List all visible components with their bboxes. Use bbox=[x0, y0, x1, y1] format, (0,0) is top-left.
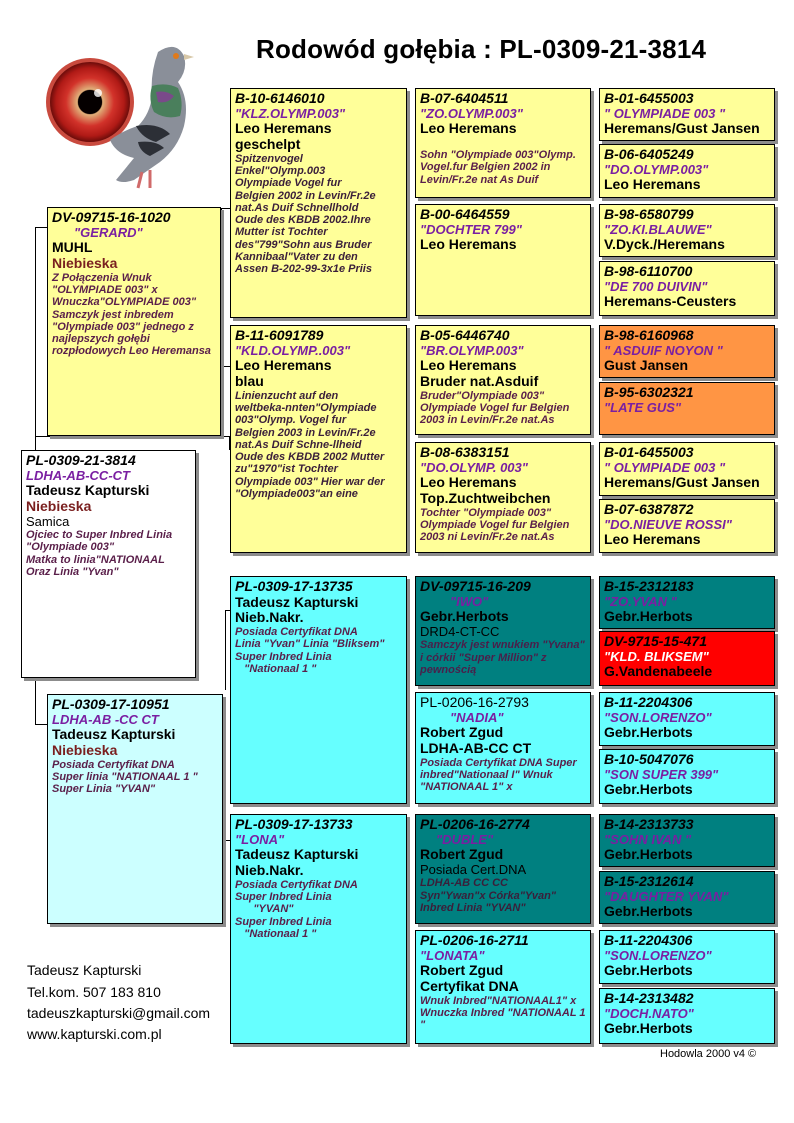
ring-number: PL-0309-17-10951 bbox=[52, 696, 170, 712]
pigeon-name: "BR.OLYMP.003" bbox=[420, 342, 524, 358]
pigeon-name: "DAUGHTER YVAN" bbox=[604, 888, 729, 904]
page-title: Rodowód gołębia : PL-0309-21-3814 bbox=[256, 34, 707, 64]
color: Niebieska bbox=[52, 254, 118, 271]
pigeon-name: "LONA" bbox=[235, 831, 285, 847]
ring-number: B-06-6405249 bbox=[604, 146, 694, 162]
note-line: Posiada Certyfikat DNA bbox=[52, 758, 175, 771]
great-grandparent-card bbox=[415, 204, 591, 316]
breeder: Leo Heremans bbox=[420, 236, 517, 253]
note-line: "Nationaal 1 " bbox=[235, 662, 317, 675]
breeder: Tadeusz Kapturski bbox=[235, 846, 359, 863]
grandparent-card bbox=[230, 88, 407, 318]
connector-line bbox=[221, 208, 230, 209]
breeder: Gebr.Herbots bbox=[604, 724, 693, 741]
gen4-card bbox=[599, 88, 775, 141]
ring-number: B-98-6580799 bbox=[604, 206, 694, 222]
pigeon-name: "KLD. BLIKSEM" bbox=[604, 648, 709, 664]
ring-number: PL-0206-16-2774 bbox=[420, 816, 530, 832]
ring-number: B-01-6455003 bbox=[604, 90, 694, 106]
breeder: MUHL bbox=[52, 239, 93, 256]
pigeon-name: "KLD.OLYMP..003" bbox=[235, 342, 351, 358]
pigeon-name: "ZO.YVAN " bbox=[604, 593, 677, 609]
breeder: Robert Zgud bbox=[420, 846, 504, 863]
pigeon-name: LDHA-AB-CC-CT bbox=[26, 467, 130, 483]
info-line: Certyfikat DNA bbox=[420, 977, 519, 994]
ring-number: B-00-6464559 bbox=[420, 206, 510, 222]
contact-phone: Tel.kom. 507 183 810 bbox=[27, 984, 161, 1000]
great-grandparent-card bbox=[415, 692, 591, 804]
breeder: Leo Heremans bbox=[235, 120, 332, 137]
gen4-card bbox=[599, 814, 775, 867]
pigeon-name: "DO.OLYMP.003" bbox=[604, 161, 709, 177]
color: geschelpt bbox=[235, 135, 301, 152]
breeder: Gebr.Herbots bbox=[604, 1020, 693, 1037]
ring-number: DV-09715-16-209 bbox=[420, 578, 531, 594]
breeder: Leo Heremans bbox=[420, 474, 517, 491]
connector-line bbox=[221, 208, 222, 218]
pigeon-name: " OLYMPIADE 003 " bbox=[604, 459, 726, 475]
pigeon-name: "DO.NIEUVE ROSSI" bbox=[604, 516, 732, 532]
note-line: Posiada Certyfikat DNA bbox=[235, 626, 358, 639]
note-line: Super Inbred Linia bbox=[235, 915, 332, 928]
note-line: Super Linia "YVAN" bbox=[52, 783, 156, 796]
ring-number: B-15-2312614 bbox=[604, 873, 694, 889]
breeder: Robert Zgud bbox=[420, 724, 504, 741]
breeder: Leo Heremans bbox=[604, 176, 701, 193]
breeder: Gebr.Herbots bbox=[604, 608, 693, 625]
pigeon-name: "IWO" bbox=[450, 593, 489, 609]
breeder: Leo Heremans bbox=[420, 357, 517, 374]
ring-number: PL-0309-17-13733 bbox=[235, 816, 353, 832]
info-line: LDHA-AB-CC CT bbox=[420, 739, 532, 756]
notes: Posiada Certyfikat DNA Super inbred"Nationaal I" Wnuk "NATIONAAL 1" x bbox=[420, 756, 577, 794]
connector-line bbox=[225, 610, 226, 690]
connector-line bbox=[35, 678, 36, 724]
ring-number: B-08-6383151 bbox=[420, 444, 510, 460]
notes: Tochter "Olympiade 003" Olympiade Vogel fur Belgien 2003 ni Levin/Fr.2e nat.As bbox=[420, 506, 570, 544]
breeder: Gebr.Herbots bbox=[604, 903, 693, 920]
owner: Tadeusz Kapturski bbox=[52, 726, 176, 743]
pigeon-name: "DUBLE" bbox=[436, 831, 494, 847]
contact-email[interactable]: tadeuszkapturski@gmail.com bbox=[27, 1005, 211, 1021]
ring-number: B-11-6091789 bbox=[235, 327, 324, 343]
subject-pigeon-card bbox=[21, 450, 196, 678]
pigeon-name: "DO.OLYMP. 003" bbox=[420, 459, 528, 475]
pigeon-name: "GERARD" bbox=[74, 224, 143, 240]
great-grandparent-card bbox=[415, 814, 591, 924]
gen4-card bbox=[599, 988, 775, 1044]
gen4-card bbox=[599, 499, 775, 553]
color: blau bbox=[235, 372, 264, 389]
notes: Sohn "Olympiade 003"Olymp. Vogel.fur Belgien 2002 in Levin/Fr.2e nat As Duif bbox=[420, 148, 576, 186]
breeder: Leo Heremans bbox=[235, 357, 332, 374]
gen4-card bbox=[599, 576, 775, 629]
ring-number: B-98-6160968 bbox=[604, 327, 694, 343]
note-line: Posiada Certyfikat DNA bbox=[235, 878, 358, 891]
gen4-card bbox=[599, 204, 775, 257]
connector-line bbox=[225, 820, 226, 920]
note-line: Super Inbred Linia bbox=[235, 650, 332, 663]
pigeon-with-eye-logo bbox=[38, 30, 203, 192]
notes: Z Połączenia Wnuk "OLYMPIADE 003" x Wnuczka"OLYMPIADE 003" Samczyk jest inbredem "Olympiade 003" jednego z najlepszych gołębi rozpłodowych Leo Heremansa bbox=[52, 271, 211, 358]
ring-number: B-10-6146010 bbox=[235, 90, 325, 106]
ring-number: DV-09715-16-1020 bbox=[52, 209, 171, 225]
note-line: "YVAN" bbox=[235, 903, 294, 916]
pigeon-name: "SOHN IVAN " bbox=[604, 831, 692, 847]
breeder: Heremans/Gust Jansen bbox=[604, 120, 760, 137]
notes: Samczyk jest wnukiem "Yvana" i córkii "Super Million" z pewnością bbox=[420, 639, 585, 677]
ring-number: B-11-2204306 bbox=[604, 694, 693, 710]
connector-line bbox=[35, 724, 47, 725]
grandparent-card bbox=[230, 325, 407, 553]
ring-number: PL-0309-21-3814 bbox=[26, 452, 136, 468]
ring-number: B-05-6446740 bbox=[420, 327, 510, 343]
note-line: Super linia "NATIONAAL 1 " bbox=[52, 770, 198, 783]
notes: Wnuk Inbred"NATIONAAL1" x Wnuczka Inbred "NATIONAAL 1 " bbox=[420, 994, 586, 1032]
ring-number: B-14-2313733 bbox=[604, 816, 694, 832]
footer-credit: Hodowla 2000 v4 © bbox=[660, 1048, 757, 1060]
great-grandparent-card bbox=[415, 325, 591, 435]
great-grandparent-card bbox=[415, 88, 591, 198]
pigeon-name: "ZO.KI.BLAUWE" bbox=[604, 221, 712, 237]
color: Niebieska bbox=[52, 741, 118, 758]
sex: Samica bbox=[26, 513, 70, 529]
breeder: V.Dyck./Heremans bbox=[604, 236, 725, 253]
pigeon-name: "KLZ.OLYMP.003" bbox=[235, 105, 346, 121]
gen4-card bbox=[599, 631, 775, 686]
info-line: Posiada Cert.DNA bbox=[420, 861, 527, 877]
connector-line bbox=[35, 227, 36, 455]
ring-number: DV-9715-15-471 bbox=[604, 633, 707, 649]
info-line: Bruder nat.Asduif bbox=[420, 372, 539, 389]
color: Nieb.Nakr. bbox=[235, 861, 304, 878]
breeder: Gebr.Herbots bbox=[420, 608, 509, 625]
info-line: DRD4-CT-CC bbox=[420, 623, 500, 639]
breeder: Leo Heremans bbox=[420, 120, 517, 137]
breeder: Leo Heremans bbox=[604, 531, 701, 548]
connector-line bbox=[35, 436, 229, 437]
great-grandparent-card bbox=[415, 930, 591, 1044]
great-grandparent-card bbox=[415, 576, 591, 686]
dam-card bbox=[47, 694, 223, 924]
breeder: Gust Jansen bbox=[604, 357, 689, 374]
contact-website[interactable]: www.kapturski.com.pl bbox=[27, 1026, 162, 1042]
info-line: Top.Zuchtweibchen bbox=[420, 489, 551, 506]
ring-number: B-10-5047076 bbox=[604, 751, 694, 767]
gen4-card bbox=[599, 692, 775, 746]
connector-line bbox=[35, 227, 47, 228]
gen4-card bbox=[599, 749, 775, 804]
pigeon-name: "SON.LORENZO" bbox=[604, 947, 712, 963]
color: Nieb.Nakr. bbox=[235, 609, 304, 626]
pigeon-name: "SON SUPER 399" bbox=[604, 766, 719, 782]
grandparent-card bbox=[230, 814, 407, 1044]
connector-line bbox=[221, 366, 230, 367]
gen4-card bbox=[599, 871, 775, 924]
breeder: Heremans-Ceusters bbox=[604, 293, 737, 310]
notes: Bruder"Olympiade 003" Olympiade Vogel fur Belgien 2003 in Levin/Fr.2e nat.As bbox=[420, 389, 570, 427]
ring-number: B-01-6455003 bbox=[604, 444, 694, 460]
pigeon-name: "SON.LORENZO" bbox=[604, 709, 712, 725]
ring-number: B-98-6110700 bbox=[604, 263, 693, 279]
breeder: Heremans/Gust Jansen bbox=[604, 474, 760, 491]
ring-number: B-14-2313482 bbox=[604, 990, 694, 1006]
pigeon-name: "ZO.OLYMP.003" bbox=[420, 105, 523, 121]
ring-number: B-15-2312183 bbox=[604, 578, 694, 594]
gen4-card bbox=[599, 442, 775, 496]
contact-name: Tadeusz Kapturski bbox=[27, 962, 142, 978]
note-line: "Olympiade 003" bbox=[26, 541, 115, 554]
great-grandparent-card bbox=[415, 442, 591, 553]
ring-number: B-07-6404511 bbox=[420, 90, 509, 106]
ring-number: PL-0309-17-13735 bbox=[235, 578, 353, 594]
pigeon-name: "LATE GUS" bbox=[604, 399, 682, 415]
gen4-card bbox=[599, 144, 775, 198]
gen4-card bbox=[599, 325, 775, 378]
color: Niebieska bbox=[26, 497, 92, 514]
note-line: "Nationaal 1 " bbox=[235, 927, 317, 940]
grandparent-card bbox=[230, 576, 407, 804]
pigeon-name: "DOCHTER 799" bbox=[420, 221, 522, 237]
breeder: Tadeusz Kapturski bbox=[235, 593, 359, 610]
pigeon-name: " OLYMPIADE 003 " bbox=[604, 105, 726, 121]
breeder: Gebr.Herbots bbox=[604, 846, 693, 863]
breeder: Gebr.Herbots bbox=[604, 962, 693, 979]
gen4-card bbox=[599, 382, 775, 435]
ring-number: B-11-2204306 bbox=[604, 932, 693, 948]
notes: LDHA-AB CC CC Syn"Ywan"x Córka"Yvan" Inbred Linia "YVAN" bbox=[420, 877, 557, 915]
ring-number: PL-0206-16-2711 bbox=[420, 932, 529, 948]
owner: Tadeusz Kapturski bbox=[26, 482, 150, 499]
ring-number: PL-0206-16-2793 bbox=[420, 694, 529, 710]
pigeon-name: "DOCH.NATO" bbox=[604, 1005, 694, 1021]
pigeon-name: "DE 700 DUIVIN" bbox=[604, 278, 708, 294]
pigeon-name: "NADIA" bbox=[450, 709, 504, 725]
ring-number: B-07-6387872 bbox=[604, 501, 694, 517]
gen4-card bbox=[599, 261, 775, 316]
pigeon-name: " ASDUIF NOYON " bbox=[604, 342, 723, 358]
gen4-card bbox=[599, 930, 775, 984]
notes: Linienzucht auf den weltbeka-nnten"Olympiade 003"Olymp. Vogel fur Belgien 2003 in Levin/Fr.2e nat.As Duif Schne-llheid Oude des KBDB 2002 Mutter zu"1970"ist Tochter Olympiade 003" Hier war der "Olympiade003"an eine bbox=[235, 389, 385, 501]
notes: Spitzenvogel Enkel"Olymp.003 Olympiade Vogel fur Belgien 2002 in Levin/Fr.2e nat.As Duif Schnellhold Oude des KBDB 2002.Ihre Mutter ist Tochter des"799"Sohn aus Bruder Kannibaal"Vater zu den Assen B-202-99-3x1e Priis bbox=[235, 152, 376, 276]
breeder: Gebr.Herbots bbox=[604, 781, 693, 798]
sire-card bbox=[47, 207, 221, 436]
note-line: Oraz Linia "Yvan" bbox=[26, 566, 119, 579]
note-line: Matka to linia"NATIONAAL bbox=[26, 553, 165, 566]
note-line: Linia "Yvan" Linia "Bliksem" bbox=[235, 638, 385, 651]
breeder: Robert Zgud bbox=[420, 962, 504, 979]
ring-number: B-95-6302321 bbox=[604, 384, 694, 400]
pigeon-name: "LONATA" bbox=[420, 947, 485, 963]
note-line: Super Inbred Linia bbox=[235, 890, 332, 903]
note-line: Ojciec to Super Inbred Linia bbox=[26, 529, 173, 542]
breeder: G.Vandenabeele bbox=[604, 663, 713, 680]
pigeon-name: LDHA-AB -CC CT bbox=[52, 711, 159, 727]
